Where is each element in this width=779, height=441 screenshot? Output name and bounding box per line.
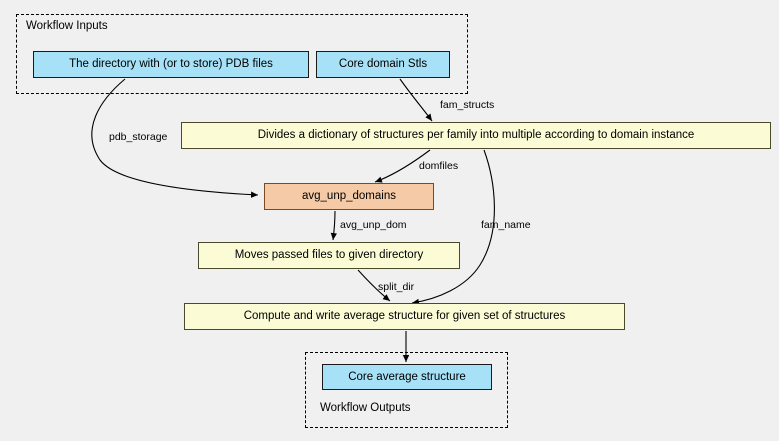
node-pdb-storage[interactable]: The directory with (or to store) PDB files bbox=[33, 51, 309, 78]
node-core-domain-stls[interactable]: Core domain Stls bbox=[316, 51, 450, 78]
node-divide-dictionary[interactable]: Divides a dictionary of structures per family into multiple according to domain instance bbox=[181, 122, 771, 149]
edge-label-domfiles: domfiles bbox=[419, 160, 459, 172]
edge-label-split-dir: split_dir bbox=[378, 281, 415, 293]
edge-label-pdb-storage: pdb_storage bbox=[109, 131, 168, 143]
edge-label-fam-structs: fam_structs bbox=[440, 99, 495, 111]
node-core-average-structure[interactable]: Core average structure bbox=[322, 364, 492, 390]
edge-label-fam-name: fam_name bbox=[481, 219, 531, 231]
node-moves-passed-files[interactable]: Moves passed files to given directory bbox=[198, 242, 460, 269]
node-compute-average-structure[interactable]: Compute and write average structure for given set of structures bbox=[184, 303, 625, 330]
edge-label-avg-unp-dom: avg_unp_dom bbox=[340, 219, 407, 231]
node-avg-unp-domains[interactable]: avg_unp_domains bbox=[264, 183, 434, 210]
edge-avg-unp-domains-to-moves bbox=[333, 211, 335, 240]
cluster-workflow-inputs-label: Workflow Inputs bbox=[26, 20, 108, 32]
cluster-workflow-outputs-label: Workflow Outputs bbox=[320, 402, 411, 414]
